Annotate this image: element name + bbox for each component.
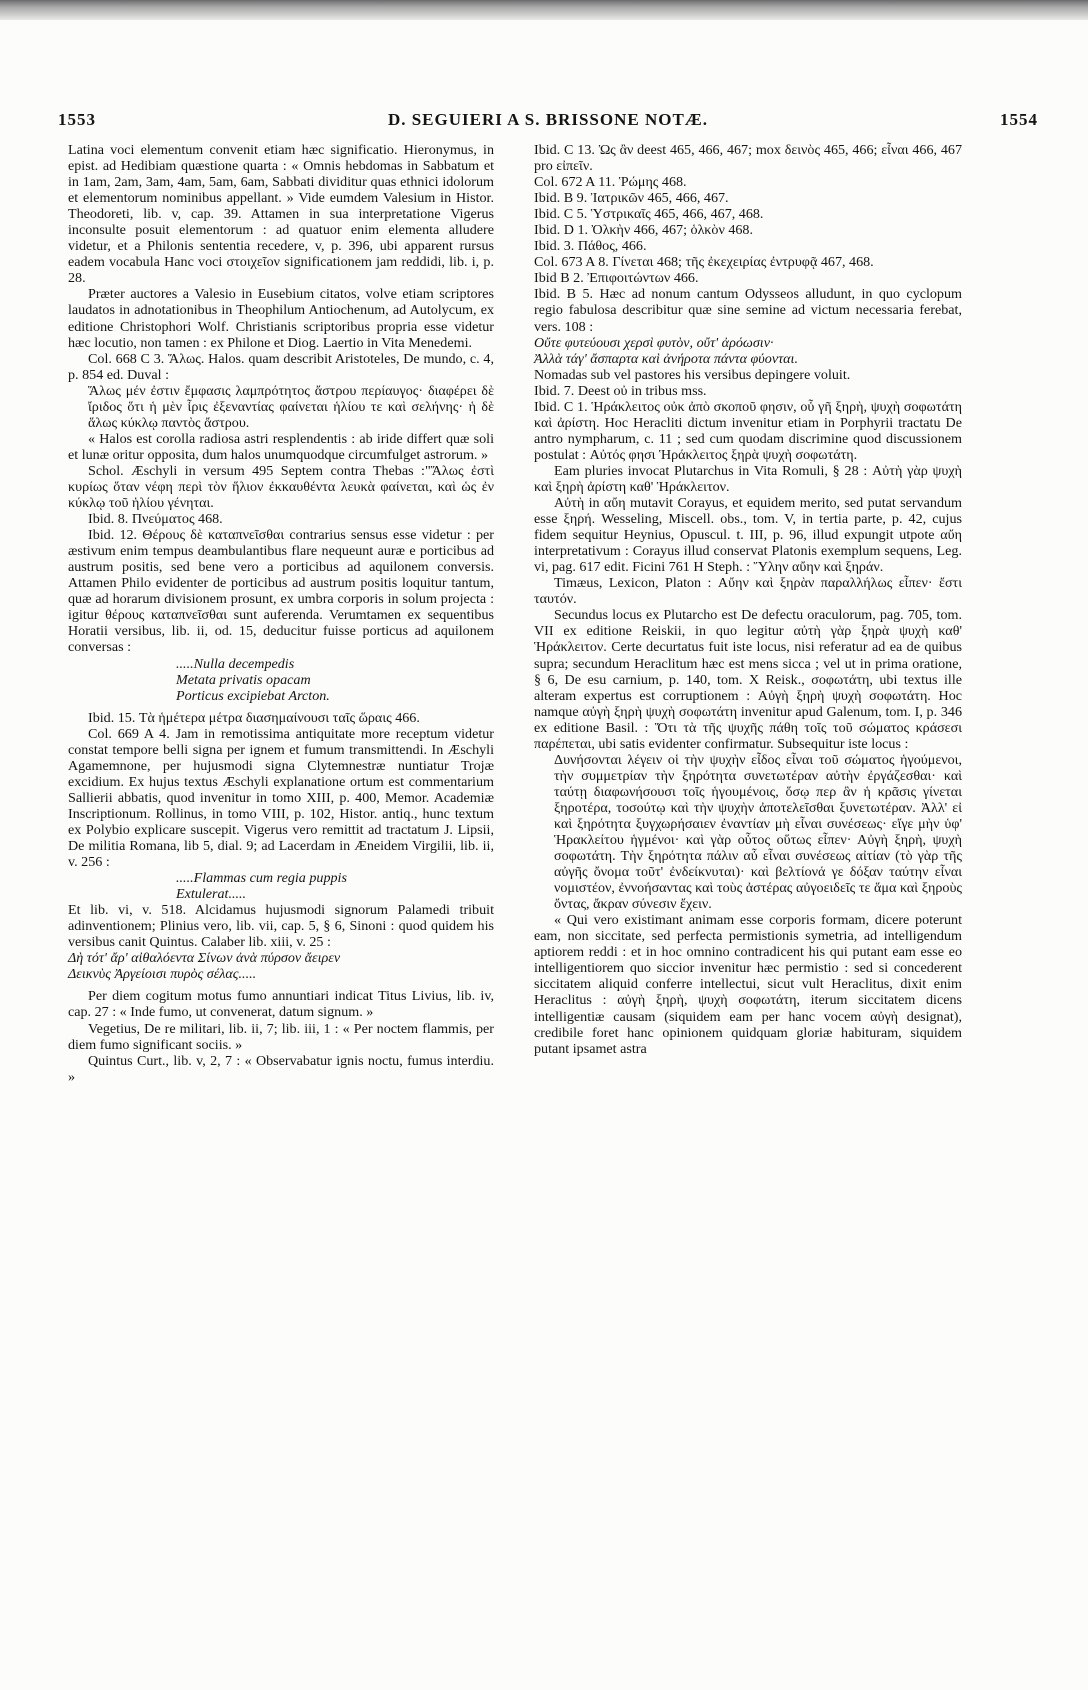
greek-quotation: Δυνήσονται λέγειν οἱ τὴν ψυχὴν εἶδος εἶναι τοῦ σώματος ἡγούμενοι, τὴν συμμετρίαν τὴν ξηρότητα συνετωτέραν αὐτὴν ἐργάζεσθαι· καὶ ταύτῃ διαφωνήσουσι τοῖς ἡγουμένοις, ὅσῳ περ ἂν ἡ κρᾶσις γίνεται ξηροτέρα, τοσούτῳ καὶ τὴν ψυχὴν ἀποτελεῖσθαι ξυνετωτέραν. Ἀλλ' εἰ καὶ ξηρότητα ξυγχωρήσαιεν ἐναντίαν μὴ εἶναι συνέσεως· εἴγε μὴν ὑφ' Ἡρακλείτου ἡγμένοι· καὶ γὰρ οὗτος οὕτως εἶπεν· Αὐγὴ ξηρὴ, ψυχὴ σοφωτάτη. Τὴν ξηρότητα πάλιν αὖ εἶναι συνέσεως αἰτίαν (τὸ γὰρ τῆς αὐγῆς ὄνομα τοῦτ' ἐνδείκνυται)· καὶ βελτίονά γε δόξαν ταύτην εἶναι νομιστέον, ἐννοήσαντας καὶ τοὺς ἀστέρας αὐγοειδεῖς τε ἅμα καὶ ξηροὺς ὄντας, ἄκραν σύνεσιν ἔχειν. bbox=[554, 751, 962, 913]
greek-quotation: Ἅλως μέν ἐστιν ἔμφασις λαμπρότητος ἄστρου περίαυγος· διαφέρει δὲ ἴριδος ὅτι ἡ μὲν ἶρις ἐξεναντίας φαίνεται ἡλίου τε καὶ σελήνης· ἡ δὲ ἅλως κύκλῳ παντὸς ἄστρου. bbox=[88, 382, 494, 431]
paragraph: Ibid B 2. Ἐπιφοιτώντων 466. bbox=[534, 270, 699, 287]
paragraph: Ibid. B 9. Ἰατρικῶν 465, 466, 467. bbox=[534, 190, 729, 207]
paragraph: Præter auctores a Valesio in Eusebium citatos, volve etiam scriptores laudatos in adnotationibus in Theophilum Antiochenum, ad Autolycum, ex editione Christophori Wolf. Christianis scriptoribus propria esse videtur hæc locutio, non tamen : ex Philone et Diog. Laertio in Vita Menedemi. bbox=[68, 286, 494, 351]
page-number-right: 1554 bbox=[1000, 110, 1038, 129]
verse-line: Δεικνὺς Ἀργείοισι πυρὸς σέλας..... bbox=[68, 966, 257, 983]
paragraph: Ibid. C 13. Ὡς ἂν deest 465, 466, 467; mox δεινὸς 465, 466; εἶναι 466, 467 pro εἰπεῖν. bbox=[534, 142, 962, 175]
paragraph: Nomadas sub vel pastores his versibus depingere voluit. bbox=[534, 366, 851, 383]
right-text-column bbox=[534, 142, 962, 1057]
verse-line: .....Nulla decempedis bbox=[176, 655, 295, 672]
paragraph: Per diem cogitum motus fumo annuntiari indicat Titus Livius, lib. iv, cap. 27 : « Inde fumo, ut convenerat, datum signum. » bbox=[68, 988, 494, 1021]
verse-line: Ἀλλὰ τάγ' ἄσπαρτα καὶ ἀνήροτα πάντα φύονται. bbox=[534, 350, 798, 367]
paragraph: Ibid. D 1. Ὀλκὴν 466, 467; ὁλκὸν 468. bbox=[534, 222, 754, 239]
page-number-left: 1553 bbox=[58, 110, 96, 129]
paragraph: Col. 669 A 4. Jam in remotissima antiquitate more receptum videtur constat tempore belli signa per ignem et fumum transmittendi. In Æschyli Agamemnone, per hujusmodi signa Clytemnestræ nuntiatur Trojæ excidium. Ex hujus textus Æschyli explanatione ortum est commentarium Sallierii abbatis, quod invenitur in tomo XIII, p. 400, Memor. Academiæ Inscriptionum. Rollinus, in tomo VIII, p. 102, Histor. antiq., hunc textum ex Polybio explicare suscepit. Vigerus vero remittit ad tractatum J. Lipsii, De militia Romana, lib 5, dial. 9; ad Lacerdam in Æneidem Virgilii, lib. ii, v. 256 : bbox=[68, 725, 494, 871]
verse-line: Δὴ τότ' ἄρ' αἰθαλόεντα Σίνων ἀνὰ πύρσον ἄειρεν bbox=[68, 950, 341, 967]
running-header bbox=[58, 110, 1038, 136]
paragraph: Schol. Æschyli in versum 495 Septem contra Thebas :"Ἅλως ἐστὶ κυρίως ὅταν νέφη περὶ τὸν ἥλιον ἐκκαυθέντα λευκὰ φαίνεται, καὶ ὡς ἐν κύκλῳ τοῦ ἡλίου γένηται. bbox=[68, 462, 494, 512]
paragraph: Eam pluries invocat Plutarchus in Vita Romuli, § 28 : Αὐτὴ γὰρ ψυχὴ καὶ ξηρὴ ἀρίστη καθ' Ἡράκλειτον. bbox=[534, 462, 962, 495]
paragraph: « Halos est corolla radiosa astri resplendentis : ab iride differt quæ soli et lunæ oritur opposita, dum halos unumquodque circumfulget astrorum. » bbox=[68, 430, 494, 463]
verse-line: Extulerat..... bbox=[176, 886, 247, 903]
paragraph: Et lib. vi, v. 518. Alcidamus hujusmodi signorum Palamedi tribuit adinventionem; Plinius vero, lib. vii, cap. 5, § 6, Sinoni : quod quidem his versibus canit Quintus. Calaber lib. xiii, v. 25 : bbox=[68, 902, 494, 951]
scan-edge-band bbox=[0, 0, 1088, 20]
paragraph: Col. 673 A 8. Γίνεται 468; τῆς ἐκεχειρίας ἐντρυφᾷ 467, 468. bbox=[534, 254, 874, 271]
paragraph: « Qui vero existimant animam esse corporis formam, dicere poterunt eam, non siccitate, sed perfecta permistionis symetria, ad intelligendum aptiorem reddi : et in hoc omnino contradicent his qui putant eam esse eo intelligentiorem quo siccior invenitur hæc permistio : sed si concederent siccitatem aliquid conferre intellectui, sicut vult Heraclitus, dixit enim Heraclitus : αὐγὴ ξηρὴ, ψυχὴ σοφωτάτη, iterum siccitatem dicens intelligentiæ causam (siquidem eam per hanc vocem αὐγὴ designat), credibile foret hanc opinionem quidquam gloriæ habituram, siquidem putant ipsamet astra bbox=[534, 912, 962, 1057]
verse-line: Οὔτε φυτεύουσι χερσὶ φυτὸν, οὔτ' ἀρόωσιν· bbox=[534, 334, 774, 351]
paragraph: Ibid. C 1. Ἡράκλειτος οὐκ ἀπὸ σκοποῦ φησιν, οὗ γῆ ξηρὴ, ψυχὴ σοφωτάτη καὶ ἀρίστη. Hoc Heracliti dictum invenitur etiam in Porphyrii tractatu De antro nympharum, c. 11 ; sed cum quodam discrimine quod discussionem postulat : Αὐτός φησι Ἡράκλειτος ξηρὰ ψυχὴ σοφωτάτη. bbox=[534, 398, 962, 463]
paragraph: Ibid. 8. Πνεύματος 468. bbox=[88, 511, 223, 528]
paragraph: Timæus, Lexicon, Platon : Αὔην καὶ ξηρὰν παραλλήλως εἶπεν· ἔστι ταυτόν. bbox=[534, 575, 962, 608]
paragraph: Ibid. C 5. Ὑστρικαῖς 465, 466, 467, 468. bbox=[534, 206, 764, 223]
paragraph: Col. 672 A 11. Ῥώμης 468. bbox=[534, 174, 687, 191]
paragraph: Ibid. B 5. Hæc ad nonum cantum Odysseos alludunt, in quo cyclopum regio fabulosa describitur quæ sine semine ad victum necessaria ferebat, vers. 108 : bbox=[534, 286, 962, 335]
paragraph: Quintus Curt., lib. v, 2, 7 : « Observabatur ignis noctu, fumus interdiu. » bbox=[68, 1052, 494, 1085]
paragraph: Col. 668 C 3. Ἅλως. Halos. quam describit Aristoteles, De mundo, c. 4, p. 854 ed. Duval : bbox=[68, 350, 494, 383]
paragraph: Ibid. 15. Τὰ ἡμέτερα μέτρα διασημαίνουσι ταῖς ὥραις 466. bbox=[88, 709, 420, 726]
left-text-column bbox=[68, 142, 494, 1085]
verse-line: Metata privatis opacam bbox=[176, 671, 311, 688]
verse-line: .....Flammas cum regia puppis bbox=[176, 870, 347, 887]
paragraph: Ibid. 7. Deest οὐ in tribus mss. bbox=[534, 382, 707, 399]
paragraph: Ibid. 12. Θέρους δὲ καταπνεῖσθαι contrarius sensus esse videtur : per æstivum enim tempus deambulantibus flare nequeunt auræ e porticibus ad austrum positis, sed bene vero a porticibus ad aquilonem conversis. Attamen Philo evidenter de porticibus ad austrum positis loquitur tantum, quæ ad horarum divisionem prosunt, ex umbra corporis in solum projecta : igitur θέρους καταπνεῖσθαι sunt auferenda. Verumtamen ex sequentibus Horatii versibus, lib. ii, od. 15, deducitur fuisse porticus ad aquilonem conversas : bbox=[68, 527, 494, 656]
paragraph: Αὐτὴ in αὔη mutavit Corayus, et equidem merito, sed putat servandum esse ξηρή. Wesseling, Miscell. obs., tom. V, in tertia parte, p. 42, cujus fidem sequitur Heynius, Opuscul. t. III, p. 96, illud expungit utpote αὔη interpretativum : Corayus illud conservat Platonis exemplum sequens, Leg. vi, pag. 617 edit. Ficini 761 H Steph. : Ὕλην αὔην καὶ ξηράν. bbox=[534, 495, 962, 576]
paragraph: Latina voci elementum convenit etiam hæc significatio. Hieronymus, in epist. ad Hedibiam quæstione quarta : « Omnis hebdomas in Sabbatum et in 1am, 2am, 3am, 4am, 5am, 6am, Sabbati dividitur quas ethnici idolorum et elementorum nominibus appellant. » Vide eumdem Valesium in Histor. Theodoreti, lib. v, cap. 39. Attamen in sua interpretatione Vigerus inconsulte posuit elementorum : ad quatuor enim elementa alludere videtur, et a Philonis sententia recedere, v, p. 396, ubi apparent rursus eadem vocabula Hanc voci στοιχεῖον significationem jam reddidi, lib. i, p. 28. bbox=[68, 142, 494, 287]
verse-line: Porticus excipiebat Arcton. bbox=[176, 687, 330, 704]
paragraph: Ibid. 3. Πάθος, 466. bbox=[534, 238, 647, 255]
paragraph: Secundus locus ex Plutarcho est De defectu oraculorum, pag. 705, tom. VII ex editione Reiskii, in quo legitur αὐτὴ γὰρ ξηρὰ ψυχὴ καθ' Ἡράκλειτον. Certe decurtatus fuit iste locus, nisi referatur ad ea de quibus supra; secundum Heraclitum hæc est mens sicca ; vel ut in prima oratione, § 6, De esu carnium, p. 140, tom. X Reisk., σοφωτάτη, ubi textus ille alteram expertus est corruptionem : Αὐγὴ ξηρὴ ψυχὴ σοφωτάτη. Hoc namque αὐγὴ ξηρὴ ψυχὴ σοφωτάτη invenitur apud Galenum, tom. I, p. 346 ex editione Basil. : Ὅτι τὰ τῆς ψυχῆς πάθη τοῖς τοῦ σώματος κράσεσι παρέπεται, ubi satis evidenter confirmatur. Subsequitur iste locus : bbox=[534, 607, 962, 752]
paragraph: Vegetius, De re militari, lib. ii, 7; lib. iii, 1 : « Per noctem flammis, per diem fumo significant sociis. » bbox=[68, 1020, 494, 1053]
running-title: D. SEGUIERI A S. BRISSONE NOTÆ. bbox=[387, 110, 709, 129]
